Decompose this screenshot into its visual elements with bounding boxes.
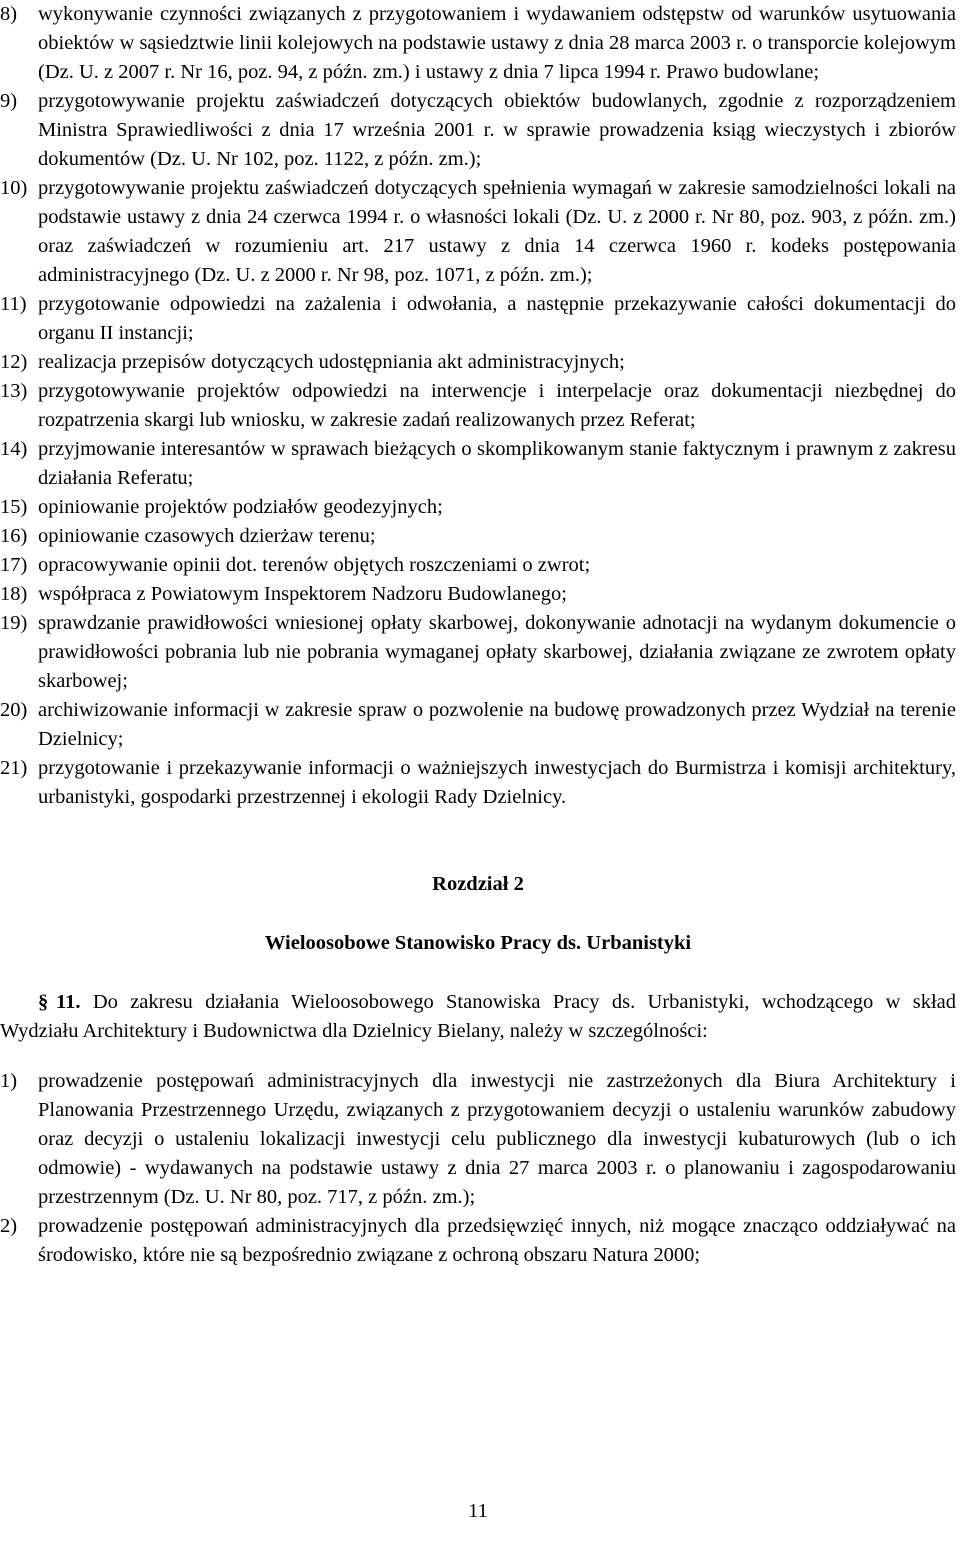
list-item-text: wykonywanie czynności związanych z przygotowaniem i wydawaniem odstępstw od warunków usytuowania obiektów w sąsiedztwie linii kolejowych na podstawie ustawy z dnia 28 marca 2003 r. o transporcie kolejowym (Dz. U. z 2007 r. Nr 16, poz. 94, z późn. zm.) i ustawy z dnia 7 lipca 1994 r. Prawo budowlane;	[38, 3, 956, 83]
list-item	[0, 290, 956, 348]
list-item-text: opracowywanie opinii dot. terenów objętych roszczeniami o zwrot;	[38, 554, 591, 576]
list-item-text: przygotowanie odpowiedzi na zażalenia i odwołania, a następnie przekazywanie całości dokumentacji do organu II instancji;	[38, 293, 956, 344]
list-item-text: realizacja przepisów dotyczących udostępniania akt administracyjnych;	[38, 351, 625, 373]
list-item-number: 2)	[0, 1214, 18, 1237]
list-item	[0, 609, 956, 696]
chapter-number: Rozdział 2	[432, 873, 524, 895]
list-item	[0, 754, 956, 812]
list-item-text: przygotowywanie projektu zaświadczeń dotyczących spełnienia wymagań w zakresie samodzielności lokali na podstawie ustawy z dnia 24 czerwca 1994 r. o własności lokali (Dz. U. z 2000 r. Nr 80, poz. 903, z późn. zm.) oraz zaświadczeń w rozumieniu art. 217 ustawy z dnia 14 czerwca 1960 r. kodeks postępowania administracyjnego (Dz. U. z 2000 r. Nr 98, poz. 1071, z późn. zm.);	[38, 177, 956, 286]
list-item	[0, 1212, 956, 1270]
list-item	[0, 696, 956, 754]
list-item-number: 15)	[0, 496, 28, 518]
list-item	[0, 348, 956, 377]
list-item-text: przygotowanie i przekazywanie informacji o ważniejszych inwestycjach do Burmistrza i komisji architektury, urbanistyki, gospodarki przestrzennej i ekologii Rady Dzielnicy.	[38, 757, 956, 808]
chapter-title: Wieloosobowe Stanowisko Pracy ds. Urbanistyki	[264, 932, 692, 954]
list-item	[0, 0, 956, 87]
list-item	[0, 522, 956, 551]
list-item-text: archiwizowanie informacji w zakresie spraw o pozwolenie na budowę prowadzonych przez Wydział na terenie Dzielnicy;	[38, 699, 956, 750]
list-item-number: 10)	[0, 177, 28, 199]
section-number: 11.	[56, 991, 81, 1013]
list-item-number: 8)	[0, 3, 18, 25]
list-item-number: 14)	[0, 438, 28, 460]
list-item-text: przyjmowanie interesantów w sprawach bieżących o skomplikowanym stanie faktycznym i prawnym z zakresu działania Referatu;	[38, 438, 956, 489]
list-item-number: 13)	[0, 380, 28, 402]
list-item-number: 9)	[0, 90, 18, 112]
section-intro: Do zakresu działania Wieloosobowego Stanowiska Pracy ds. Urbanistyki, wchodzącego w skład Wydziału Architektury i Budownictwa dla Dzielnicy Bielany, należy w szczególności:	[0, 991, 957, 1042]
list-item-number: 20)	[0, 699, 28, 721]
list-item	[0, 1067, 956, 1212]
list-item-number: 21)	[0, 757, 28, 779]
page-number: 11	[468, 1500, 488, 1522]
list-item	[0, 87, 956, 174]
list-item-number: 11)	[0, 293, 27, 315]
list-bottom	[0, 1067, 956, 1270]
list-item	[0, 377, 956, 435]
list-item-text: prowadzenie postępowań administracyjnych dla inwestycji nie zastrzeżonych dla Biura Architektury i Planowania Przestrzennego Urzędu, związanych z przygotowaniem decyzji o ustaleniu warunków zabudowy oraz decyzji o ustaleniu lokalizacji inwestycji celu publicznego dla inwestycji kubaturowych (lub o ich odmowie) - wydawanych na podstawie ustawy z dnia 27 marca 2003 r. o planowaniu i zagospodarowaniu przestrzennym (Dz. U. Nr 80, poz. 717, z późn. zm.);	[38, 1069, 956, 1208]
list-item-text: współpraca z Powiatowym Inspektorem Nadzoru Budowlanego;	[38, 583, 567, 605]
list-item	[0, 551, 956, 580]
section-paragraph	[0, 988, 956, 1046]
list-item-text: przygotowywanie projektów odpowiedzi na interwencje i interpelacje oraz dokumentacji niezbędnej do rozpatrzenia skargi lub wniosku, w zakresie zadań realizowanych przez Referat;	[38, 380, 956, 431]
list-item	[0, 580, 956, 609]
list-item-number: 17)	[0, 554, 28, 576]
list-item-text: sprawdzanie prawidłowości wniesionej opłaty skarbowej, dokonywanie adnotacji na wydanym dokumencie o prawidłowości pobrania lub nie pobrania wymaganej opłaty skarbowej, działania związane ze zwrotem opłaty skarbowej;	[38, 612, 956, 692]
list-item	[0, 435, 956, 493]
list-item-text: opiniowanie czasowych dzierżaw terenu;	[38, 525, 376, 547]
list-item-number: 16)	[0, 525, 28, 547]
list-item-number: 1)	[0, 1069, 18, 1092]
list-item-number: 19)	[0, 612, 28, 634]
list-item-number: 18)	[0, 583, 28, 605]
list-item-number: 12)	[0, 351, 28, 373]
list-item-text: opiniowanie projektów podziałów geodezyjnych;	[38, 496, 443, 518]
list-item	[0, 174, 956, 290]
list-item-text: prowadzenie postępowań administracyjnych dla przedsięwzięć innych, niż mogące znacząco oddziaływać na środowisko, które nie są bezpośrednio związane z ochroną obszaru Natura 2000;	[38, 1214, 956, 1266]
section-symbol: §	[38, 991, 49, 1013]
list-item-text: przygotowywanie projektu zaświadczeń dotyczących obiektów budowlanych, zgodnie z rozporządzeniem Ministra Sprawiedliwości z dnia 17 września 2001 r. w sprawie prowadzenia ksiąg wieczystych i zbiorów dokumentów (Dz. U. Nr 102, poz. 1122, z późn. zm.);	[38, 90, 956, 170]
list-item	[0, 493, 956, 522]
